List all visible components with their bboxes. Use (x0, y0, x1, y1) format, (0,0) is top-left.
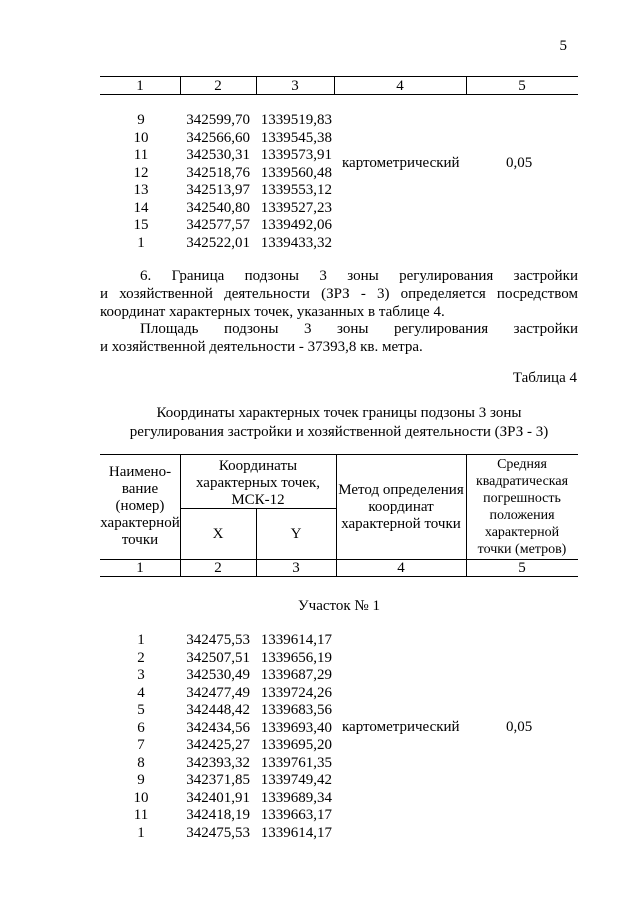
table-row (0, 737, 640, 755)
table-row (0, 165, 640, 183)
x-coordinate: 342475,53 (186, 824, 250, 841)
x-coordinate: 342434,56 (186, 719, 250, 736)
x-coordinate: 342599,70 (186, 112, 250, 128)
table-row (0, 147, 640, 165)
method-cell: картометрический (342, 719, 460, 735)
x-coordinate: 342518,76 (186, 164, 250, 181)
page-number: 5 (559, 38, 567, 54)
x-coordinate: 342507,51 (186, 649, 250, 666)
t4-num-2: 2 (214, 560, 222, 576)
point-number: 1 (137, 632, 145, 648)
y-coordinate: 1339749,42 (260, 772, 332, 788)
y-coordinate: 1339527,23 (260, 199, 332, 216)
t4-col1-line: характерной (100, 515, 180, 531)
paragraph-6-line-1: 6. Граница подзоны 3 зоны регулирования застройки (140, 268, 578, 284)
point-number: 4 (137, 684, 145, 701)
t4-coords-title (180, 458, 336, 509)
point-number: 9 (137, 112, 145, 128)
t4-y-label: Y (290, 526, 302, 542)
table-row (0, 702, 640, 720)
x-coordinate: 342577,57 (186, 217, 250, 233)
table-row (0, 807, 640, 825)
t4-error-line: погрешность (483, 491, 561, 506)
table-row (0, 182, 640, 200)
t4-num-5: 5 (518, 560, 526, 576)
t4-error-line: точки (метров) (477, 542, 567, 557)
point-number: 5 (137, 702, 145, 718)
x-coordinate: 342530,31 (186, 147, 250, 163)
table-row (0, 112, 640, 130)
table-row (0, 632, 640, 650)
t4-col1-line: вание (121, 481, 159, 497)
table-row (0, 790, 640, 808)
point-number: 1 (137, 234, 145, 251)
x-coordinate: 342566,60 (186, 129, 250, 146)
table-row (0, 685, 640, 703)
y-coordinate: 1339573,91 (260, 147, 332, 163)
table-row (0, 200, 640, 218)
t4-coords-line: МСК-12 (231, 492, 285, 508)
t4-error-line: характерной (484, 525, 560, 540)
header-top-border (100, 76, 578, 77)
table-row (0, 650, 640, 668)
table-row (0, 825, 640, 843)
section-title: Участок № 1 (298, 598, 380, 614)
t4-col1-line: Наимено- (108, 464, 172, 480)
point-number: 6 (137, 719, 145, 736)
y-coordinate: 1339724,26 (260, 684, 332, 701)
y-coordinate: 1339656,19 (260, 649, 332, 666)
point-number: 8 (137, 754, 145, 771)
t4-coords-line: Координаты (218, 458, 298, 474)
table-label: Таблица 4 (512, 370, 577, 386)
t4-error-line: Средняя (497, 457, 547, 472)
point-number: 7 (137, 737, 145, 753)
x-coordinate: 342530,49 (186, 667, 250, 683)
header-col-5: 5 (518, 78, 526, 94)
point-number: 3 (137, 667, 145, 683)
t4-error-line: положения (489, 508, 555, 523)
paragraph-6-line-2: и хозяйственной деятельности (ЗРЗ - 3) определяется посредством (100, 286, 578, 302)
point-number: 12 (133, 164, 149, 181)
table-caption (100, 404, 578, 442)
t4-method-line: координат (368, 499, 434, 515)
t4-method-title (336, 482, 466, 533)
point-number: 11 (133, 147, 149, 163)
method-cell: картометрический (342, 155, 460, 171)
point-number: 1 (137, 824, 145, 841)
t4-method-line: характерной точки (341, 516, 461, 532)
error-cell: 0,05 (506, 155, 533, 171)
header-col-3: 3 (291, 78, 299, 94)
t4-error-line: квадратическая (475, 474, 569, 489)
table-caption-line-1: Координаты характерных точек границы подзоны 3 зоны (156, 405, 522, 421)
x-coordinate: 342425,27 (186, 737, 250, 753)
point-number: 10 (133, 129, 149, 146)
x-coordinate: 342477,49 (186, 684, 250, 701)
t4-col1-line: точки (121, 532, 159, 548)
y-coordinate: 1339433,32 (260, 234, 332, 251)
x-coordinate: 342371,85 (186, 772, 250, 788)
y-coordinate: 1339614,17 (260, 824, 332, 841)
t4-method-line: Метод определения (338, 482, 464, 498)
y-coordinate: 1339687,29 (260, 667, 332, 683)
continued-table-rows (0, 112, 640, 252)
table-row (0, 720, 640, 738)
y-coordinate: 1339553,12 (260, 182, 332, 198)
y-coordinate: 1339761,35 (260, 754, 332, 771)
point-number: 10 (133, 789, 149, 806)
t4-num-3: 3 (292, 560, 300, 576)
section-table-rows (0, 632, 640, 842)
y-coordinate: 1339663,17 (260, 807, 332, 823)
table-row (0, 755, 640, 773)
y-coordinate: 1339545,38 (260, 129, 332, 146)
point-number: 9 (137, 772, 145, 788)
paragraph-area-line-1: Площадь подзоны 3 зоны регулирования застройки (140, 321, 578, 337)
y-coordinate: 1339693,40 (260, 719, 332, 736)
paragraph-area-line-2: и хозяйственной деятельности - 37393,8 кв. метра. (100, 339, 423, 355)
paragraph-6 (100, 267, 578, 321)
x-coordinate: 342401,91 (186, 789, 250, 806)
table-row (0, 217, 640, 235)
t4-error-title (466, 456, 578, 558)
table-caption-line-2: регулирования застройки и хозяйственной деятельности (ЗРЗ - 3) (129, 424, 549, 440)
t4-x-label: X (212, 526, 224, 542)
y-coordinate: 1339695,20 (260, 737, 332, 753)
t4-top-border (100, 454, 578, 455)
t4-coords-line: характерных точек, (196, 475, 320, 491)
point-number: 14 (133, 199, 149, 216)
table-4-header (100, 454, 578, 577)
t4-col1-line: (номер) (115, 498, 165, 514)
point-number: 11 (133, 807, 149, 823)
x-coordinate: 342475,53 (186, 632, 250, 648)
header-col-2: 2 (214, 78, 222, 94)
y-coordinate: 1339614,17 (260, 632, 332, 648)
point-number: 15 (133, 217, 149, 233)
header-col-1: 1 (136, 78, 144, 94)
header-col-4: 4 (396, 78, 404, 94)
x-coordinate: 342540,80 (186, 199, 250, 216)
t4-num-4: 4 (397, 560, 405, 576)
table-row (0, 772, 640, 790)
x-coordinate: 342522,01 (186, 234, 250, 251)
x-coordinate: 342513,97 (186, 182, 250, 198)
y-coordinate: 1339492,06 (260, 217, 332, 233)
table-row (0, 130, 640, 148)
paragraph-6-line-3: координат характерных точек, указанных в таблице 4. (100, 304, 445, 320)
x-coordinate: 342393,32 (186, 754, 250, 771)
point-number: 2 (137, 649, 145, 666)
y-coordinate: 1339689,34 (260, 789, 332, 806)
table-row (0, 667, 640, 685)
table-row (0, 235, 640, 253)
paragraph-area (100, 320, 578, 356)
y-coordinate: 1339683,56 (260, 702, 332, 718)
x-coordinate: 342448,42 (186, 702, 250, 718)
y-coordinate: 1339519,83 (260, 112, 332, 128)
x-coordinate: 342418,19 (186, 807, 250, 823)
y-coordinate: 1339560,48 (260, 164, 332, 181)
point-number: 13 (133, 182, 149, 198)
t4-col1-title (100, 464, 180, 549)
error-cell: 0,05 (506, 719, 533, 735)
t4-num-1: 1 (136, 560, 144, 576)
